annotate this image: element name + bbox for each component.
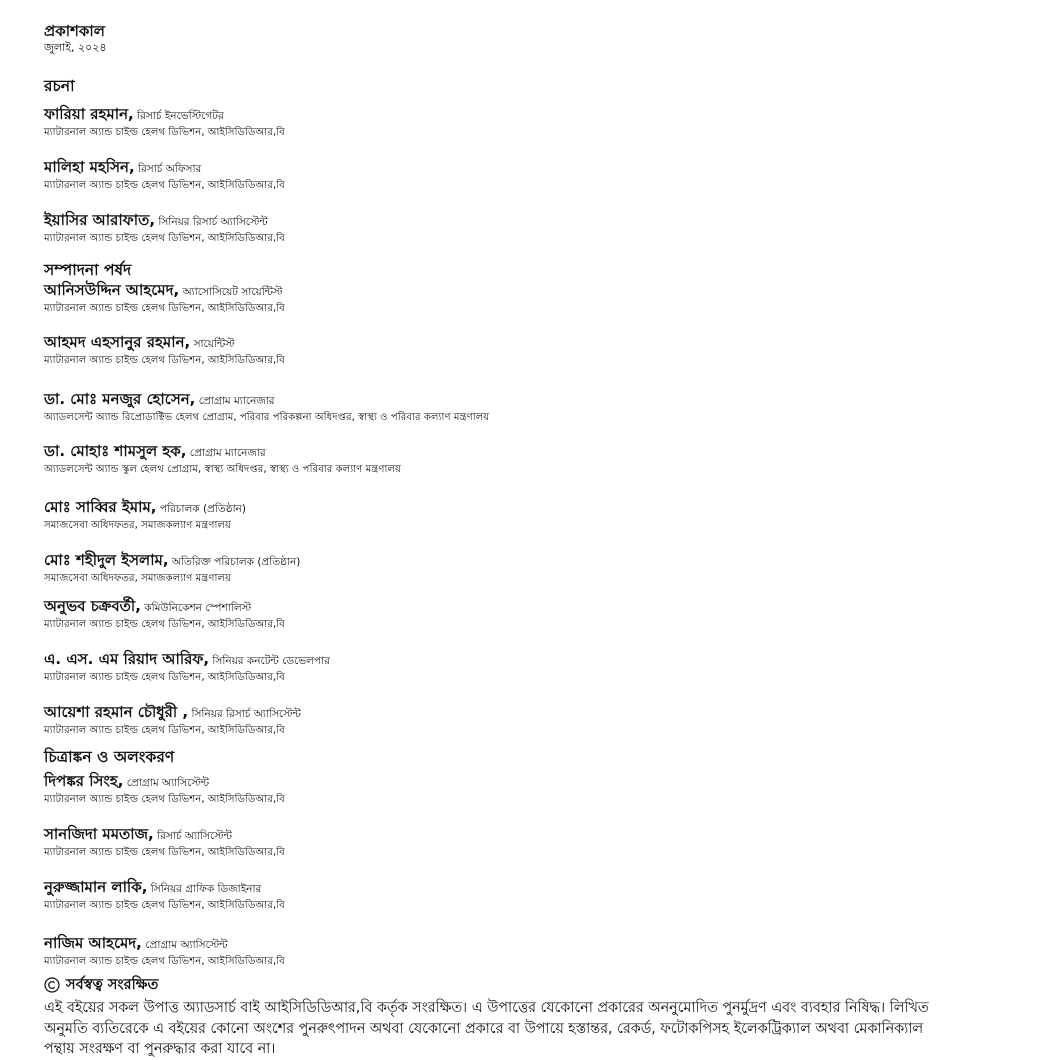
person-name: দিপঙ্কর সিংহ, [44, 772, 124, 790]
person-role: অতিরিক্ত পরিচালক (প্রতিষ্ঠান) [168, 556, 301, 568]
person-organization: ম্যাটারনাল অ্যান্ড চাইল্ড হেলথ ডিভিশন, আইসিডিডিআর,বি [44, 794, 285, 805]
editor-entry [44, 702, 1024, 737]
editor-entry [44, 550, 1024, 585]
person-name: আহমদ এহসানুর রহমান, [44, 333, 191, 351]
person-organization: ম্যাটারনাল অ্যান্ড চাইল্ড হেলথ ডিভিশন, আইসিডিডিআর,বি [44, 900, 285, 911]
person-role: সিনিয়র কনটেন্ট ডেভেলপার [209, 655, 330, 667]
publication-block [44, 22, 1024, 55]
illustration-section-title: চিত্রাঙ্কন ও অলংকরণ [44, 748, 175, 766]
person-role: সিনিয়র রিসার্চ অ্যাসিস্টেন্ট [188, 708, 301, 720]
publication-label: প্রকাশকাল [44, 22, 105, 40]
editor-entry [44, 497, 1024, 532]
person-name: আয়েশা রহমান চৌধুরী , [44, 703, 189, 721]
person-name: ইয়াসির আরাফাত, [44, 211, 156, 229]
person-name: অনুভব চক্রবর্তী, [44, 597, 141, 615]
illustrator-entry [44, 933, 1024, 968]
person-role: পরিচালক (প্রতিষ্ঠান) [156, 503, 247, 515]
person-organization: ম্যাটারনাল অ্যান্ড চাইল্ড হেলথ ডিভিশন, আইসিডিডিআর,বি [44, 127, 285, 138]
publication-date: জুলাই, ২০২৪ [44, 41, 107, 54]
person-organization: ম্যাটারনাল অ্যান্ড চাইল্ড হেলথ ডিভিশন, আইসিডিডিআর,বি [44, 233, 285, 244]
editorial-section-title: সম্পাদনা পর্ষদ [44, 261, 132, 279]
person-organization: ম্যাটারনাল অ্যান্ড চাইল্ড হেলথ ডিভিশন, আইসিডিডিআর,বি [44, 672, 285, 683]
editor-entry [44, 332, 1024, 367]
person-role: প্রোগ্রাম অ্যাসিস্টেন্ট [123, 777, 210, 789]
illustrator-entry [44, 824, 1024, 859]
illustrator-entry [44, 771, 1024, 806]
editor-entry [44, 441, 1024, 476]
person-role: রিসার্চ অ্যাসিস্টেন্ট [153, 830, 233, 842]
writer-entry [44, 104, 1024, 139]
person-organization: ম্যাটারনাল অ্যান্ড চাইল্ড হেলথ ডিভিশন, আইসিডিডিআর,বি [44, 956, 285, 967]
person-organization: সমাজসেবা অধিদফতর, সমাজকল্যাণ মন্ত্রণালয় [44, 573, 232, 584]
person-role: প্রোগ্রাম ম্যানেজার [186, 447, 266, 459]
copyright-title: সর্বস্বত্ব সংরক্ষিত [66, 977, 159, 993]
writer-entry [44, 157, 1024, 192]
person-organization: ম্যাটারনাল অ্যান্ড চাইল্ড হেলথ ডিভিশন, আইসিডিডিআর,বি [44, 847, 285, 858]
copyright-icon [44, 977, 60, 993]
person-organization: সমাজসেবা অধিদফতর, সমাজকল্যাণ মন্ত্রণালয় [44, 520, 232, 531]
person-name: মোঃ শহীদুল ইসলাম, [44, 551, 169, 569]
person-role: রিসার্চ অফিসার [134, 163, 202, 175]
editor-entry [44, 280, 1024, 315]
person-organization: ম্যাটারনাল অ্যান্ড চাইল্ড হেলথ ডিভিশন, আইসিডিডিআর,বি [44, 725, 285, 736]
copyright-header [44, 975, 1024, 995]
editor-entry [44, 596, 1024, 631]
person-name: সানজিদা মমতাজ, [44, 825, 154, 843]
person-organization: অ্যাডলসেন্ট অ্যান্ড রিপ্রোডাক্টিভ হেলথ প্রোগ্রাম, পরিবার পরিকল্পনা অধিদপ্তর, স্বাস্থ্য ও পরিবার কল্যাণ মন্ত্রণালয় [44, 412, 490, 423]
person-role: প্রোগ্রাম অ্যাসিস্টেন্ট [141, 939, 228, 951]
copyright-notice: এই বইয়ের সকল উপাত্ত অ্যাডসার্চ বাই আইসিডিডিআর,বি কর্তৃক সংরক্ষিত। এ উপাত্তের যেকোনো প্রকারের অননুমোদিত পুনর্মুদ্রণ এবং ব্যবহার নিষিদ্ধ। লিখিত অনুমতি ব্যতিরেকে এ বইয়ের কোনো অংশের পুনরুৎপাদন অথবা যেকোনো প্রকারে বা উপায়ে হস্তান্তর, রেকর্ড, ফটোকপিসহ ইলেকট্রিক্যাল অথবা মেকানিক্যাল পন্থায় সংরক্ষণ বা পুনরুদ্ধার করা যাবে না। [44, 1000, 929, 1057]
person-role: রিসার্চ ইনভেস্টিগেটর [133, 110, 224, 122]
person-name: নুরুজ্জামান লাকি, [44, 878, 148, 896]
person-organization: ম্যাটারনাল অ্যান্ড চাইল্ড হেলথ ডিভিশন, আইসিডিডিআর,বি [44, 180, 285, 191]
person-organization: ম্যাটারনাল অ্যান্ড চাইল্ড হেলথ ডিভিশন, আইসিডিডিআর,বি [44, 355, 285, 366]
person-role: সিনিয়র গ্রাফিক ডিজাইনার [147, 883, 262, 895]
person-organization: অ্যাডলসেন্ট অ্যান্ড স্কুল হেলথ প্রোগ্রাম, স্বাস্থ্য অধিদপ্তর, স্বাস্থ্য ও পরিবার কল্যাণ মন্ত্রণালয় [44, 464, 402, 475]
person-organization: ম্যাটারনাল অ্যান্ড চাইল্ড হেলথ ডিভিশন, আইসিডিডিআর,বি [44, 619, 285, 630]
person-name: মালিহা মহসিন, [44, 158, 135, 176]
person-role: কমিউনিকেশন স্পেশালিস্ট [140, 602, 252, 614]
person-name: আনিসউদ্দিন আহমেদ, [44, 281, 180, 299]
person-role: অ্যাসোসিয়েট সায়েন্টিস্ট [179, 286, 283, 298]
person-name: এ. এস. এম রিয়াদ আরিফ, [44, 650, 210, 668]
illustrator-entry [44, 877, 1024, 912]
editor-entry [44, 389, 1024, 424]
person-name: নাজিম আহমেদ, [44, 934, 142, 952]
person-name: ডা. মোঃ মনজুর হোসেন, [44, 390, 196, 408]
writer-entry [44, 210, 1024, 245]
person-role: সিনিয়র রিসার্চ অ্যাসিস্টেন্ট [155, 216, 268, 228]
writing-section-title: রচনা [44, 77, 75, 95]
person-role: সায়েন্টিস্ট [190, 338, 235, 350]
person-role: প্রোগ্রাম ম্যানেজার [195, 395, 275, 407]
document-page [44, 22, 1024, 1060]
person-name: মোঃ সাব্বির ইমাম, [44, 498, 157, 516]
person-organization: ম্যাটারনাল অ্যান্ড চাইল্ড হেলথ ডিভিশন, আইসিডিডিআর,বি [44, 303, 285, 314]
person-name: ডা. মোহাঃ শামসুল হক, [44, 442, 187, 460]
editor-entry [44, 649, 1024, 684]
person-name: ফারিয়া রহমান, [44, 105, 134, 123]
